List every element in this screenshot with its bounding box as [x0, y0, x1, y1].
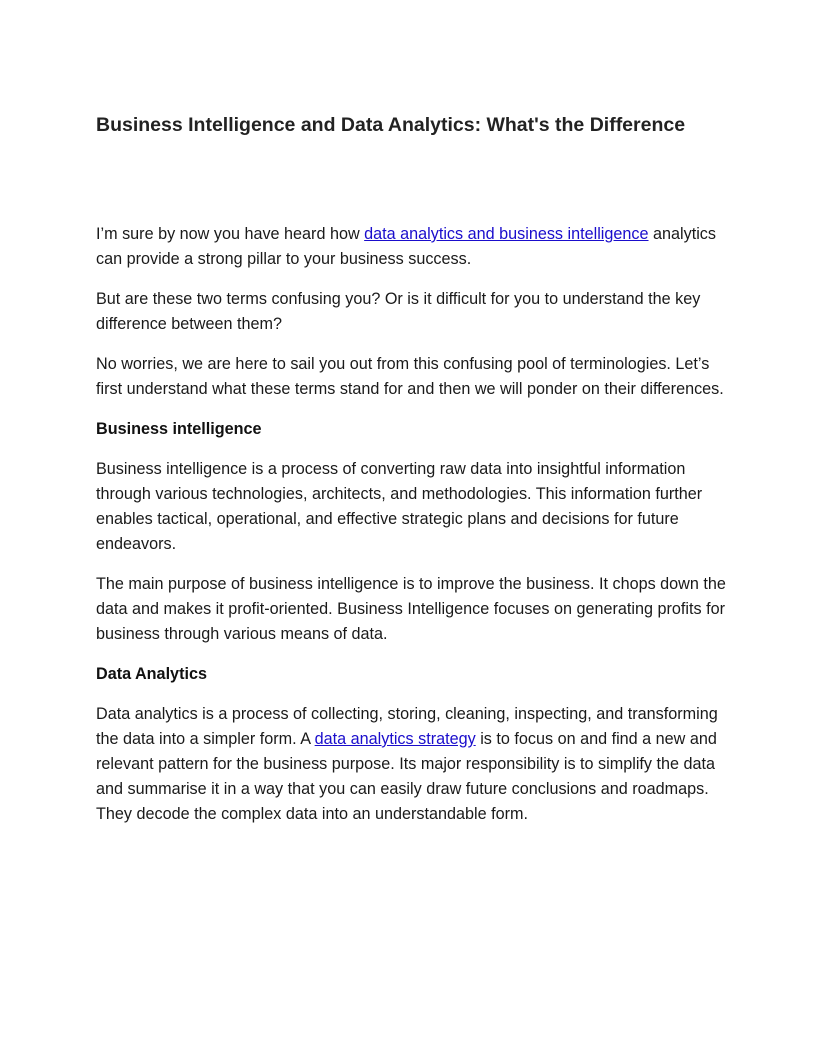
intro-paragraph: [96, 222, 726, 272]
question-paragraph: But are these two terms confusing you? Or is it difficult for you to understand the key difference between them?: [96, 290, 701, 333]
bi-purpose-paragraph: The main purpose of business intelligence is to improve the business. It chops down the data and makes it profit-oriented. Business Intelligence focuses on generating profits for business through various means of data.: [96, 575, 726, 643]
document-title: Business Intelligence and Data Analytics: What's the Difference: [96, 114, 686, 136]
da-definition-paragraph: [96, 702, 726, 827]
da-text-after: is to focus on and find a new and relevant pattern for the business purpose. Its major responsibility is to simplify the data and summarise it in a way that you can easily draw future conclusions and roadmaps. They decode the complex data into an understandable form.: [96, 730, 717, 823]
terminology-paragraph: No worries, we are here to sail you out from this confusing pool of terminologies. Let’s first understand what these terms stand for and then we will ponder on their differences.: [96, 355, 724, 398]
document-page: [96, 111, 726, 842]
data-analytics-strategy-link[interactable]: data analytics strategy: [314, 730, 476, 748]
intro-text-before: I’m sure by now you have heard how: [96, 225, 365, 243]
intro-text-after: analytics can provide a strong pillar to your business success.: [96, 225, 716, 268]
bi-heading: Business intelligence: [96, 420, 262, 438]
da-text-before: Data analytics is a process of collecting, storing, cleaning, inspecting, and transforming the data into a simpler form. A: [96, 705, 718, 748]
da-heading: Data Analytics: [96, 665, 207, 683]
data-analytics-bi-link[interactable]: data analytics and business intelligence: [364, 225, 649, 243]
bi-definition-paragraph: Business intelligence is a process of converting raw data into insightful information through various technologies, architects, and methodologies. This information further enables tactical, operational, and effective strategic plans and decisions for future endeavors.: [96, 460, 703, 553]
